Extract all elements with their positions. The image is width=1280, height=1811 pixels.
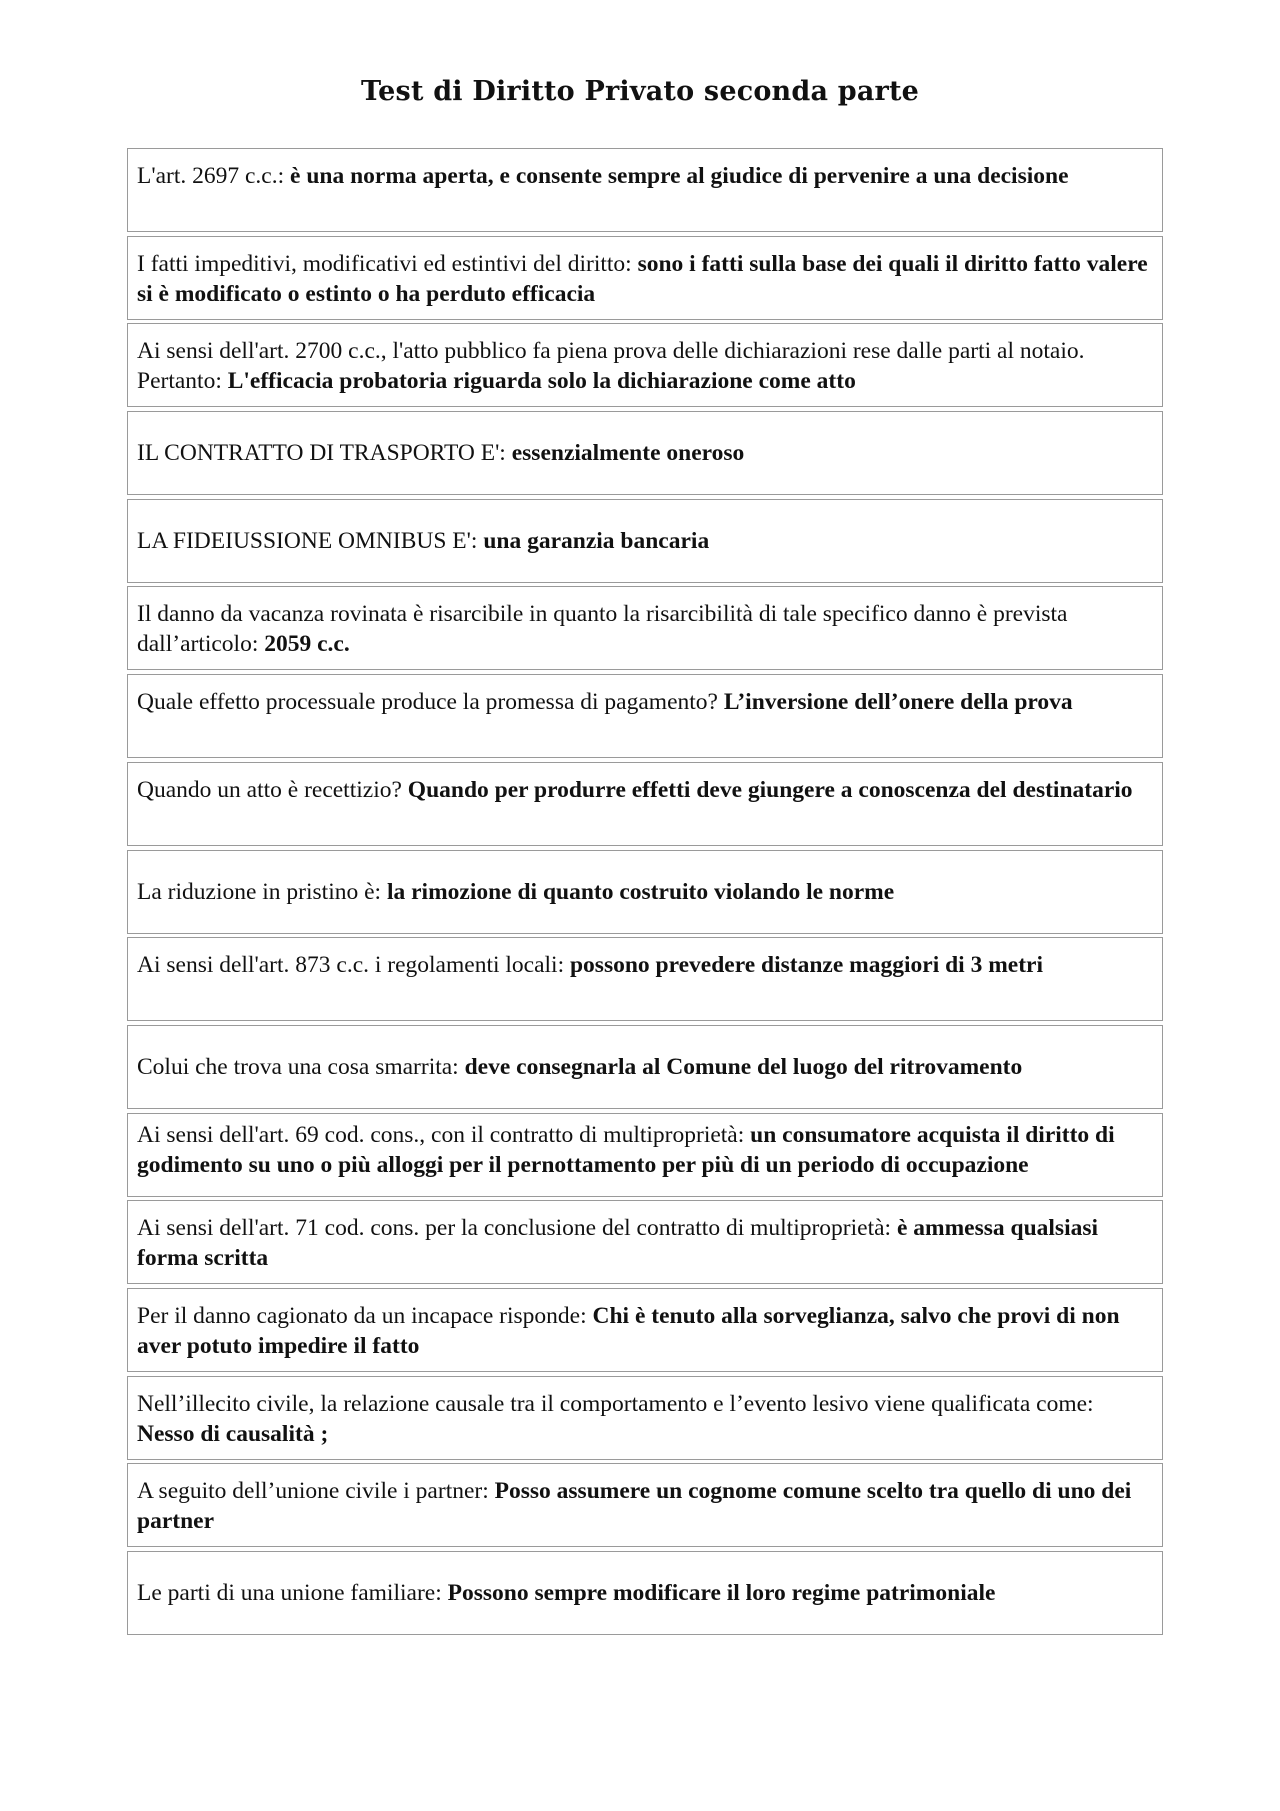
qa-text [137,1578,995,1608]
qa-text [137,687,1152,717]
qa-item [127,323,1163,407]
qa-answer: L’inversione dell’onere della prova [723,689,1073,716]
qa-question: IL CONTRATTO DI TRASPORTO E': [137,440,512,467]
qa-item [127,148,1163,232]
qa-item [127,1200,1163,1284]
qa-text [137,1052,1022,1082]
qa-question: Per il danno cagionato da un incapace risponde: [137,1302,593,1329]
qa-answer: un consumatore acquista il diritto di godimento su uno o più alloggi per il pernottamento per più di un periodo di occupazione [137,1121,1115,1178]
qa-answer: essenzialmente oneroso [511,440,745,467]
qa-item [127,1551,1163,1635]
qa-answer: Chi è tenuto alla sorveglianza, salvo che provi di non aver potuto impedire il fatto [137,1302,1120,1359]
qa-text [137,526,709,556]
qa-question: L'art. 2697 c.c.: [137,163,291,189]
qa-answer: L'efficacia probatoria riguarda solo la dichiarazione come atto [227,368,856,395]
qa-item [127,499,1163,583]
qa-answer: 2059 c.c. [264,631,350,658]
qa-answer: è una norma aperta, e consente sempre al giudice di pervenire a una decisione [290,163,1069,189]
qa-item [127,1025,1163,1109]
qa-text [137,1301,1152,1361]
qa-text [137,161,1152,191]
qa-question: Quando un atto è recettizio? [137,776,408,803]
qa-text [137,336,1152,396]
qa-answer: Quando per produrre effetti deve giungere a conoscenza del destinatario [407,776,1133,803]
qa-question: Ai sensi dell'art. 873 c.c. i regolamenti locali: [137,952,570,979]
qa-question: La riduzione in pristino è: [137,878,387,905]
qa-answer: la rimozione di quanto costruito violando le norme [386,878,895,905]
qa-question: Il danno da vacanza rovinata è risarcibile in quanto la risarcibilità di tale specifico danno è prevista dall’articolo: [137,601,1068,658]
qa-answer: Possono sempre modificare il loro regime patrimoniale [447,1580,996,1606]
qa-item [127,411,1163,495]
qa-text [137,249,1152,309]
qa-question: I fatti impeditivi, modificativi ed estintivi del diritto: [137,250,638,277]
qa-question: Ai sensi dell'art. 69 cod. cons., con il contratto di multiproprietà: [137,1121,751,1148]
qa-question: Ai sensi dell'art. 71 cod. cons. per la conclusione del contratto di multiproprietà: [137,1215,897,1242]
qa-answer: Nesso di causalità ; [137,1420,329,1447]
qa-answer: possono prevedere distanze maggiori di 3 metri [569,952,1043,979]
qa-text [137,1120,1152,1180]
qa-text [137,877,894,907]
qa-question: Ai sensi dell'art. 2700 c.c., l'atto pubblico fa piena prova delle dichiarazioni rese dalle parti al notaio. Pertanto: [137,338,1085,395]
qa-item [127,937,1163,1021]
qa-text [137,438,744,468]
qa-list [127,148,1163,1639]
qa-question: Le parti di una unione familiare: [137,1580,448,1606]
qa-answer: Posso assumere un cognome comune scelto tra quello di uno dei partner [137,1478,1132,1535]
qa-item [127,1113,1163,1197]
qa-answer: è ammessa qualsiasi forma scritta [137,1215,1099,1272]
page-title: Test di Diritto Privato seconda parte [360,76,919,107]
qa-question: Nell’illecito civile, la relazione causale tra il comportamento e l’evento lesivo viene qualificata come: [137,1390,1094,1417]
qa-text [137,775,1152,805]
qa-text [137,1476,1152,1536]
qa-item [127,1463,1163,1547]
qa-item [127,1376,1163,1460]
qa-question: A seguito dell’unione civile i partner: [137,1478,495,1505]
qa-answer: sono i fatti sulla base dei quali il diritto fatto valere si è modificato o estinto o ha perduto efficacia [137,250,1148,307]
qa-question: Quale effetto processuale produce la promessa di pagamento? [137,689,724,716]
qa-text [137,1213,1152,1273]
qa-item [127,762,1163,846]
qa-item [127,850,1163,934]
qa-answer: una garanzia bancaria [483,527,710,554]
qa-question: Colui che trova una cosa smarrita: [137,1053,465,1080]
qa-item [127,586,1163,670]
qa-text [137,599,1152,659]
qa-text [137,950,1152,980]
qa-question: LA FIDEIUSSIONE OMNIBUS E': [137,527,484,554]
qa-answer: deve consegnarla al Comune del luogo del ritrovamento [464,1053,1023,1080]
qa-item [127,236,1163,320]
qa-item [127,674,1163,758]
qa-text [137,1389,1152,1449]
qa-item [127,1288,1163,1372]
